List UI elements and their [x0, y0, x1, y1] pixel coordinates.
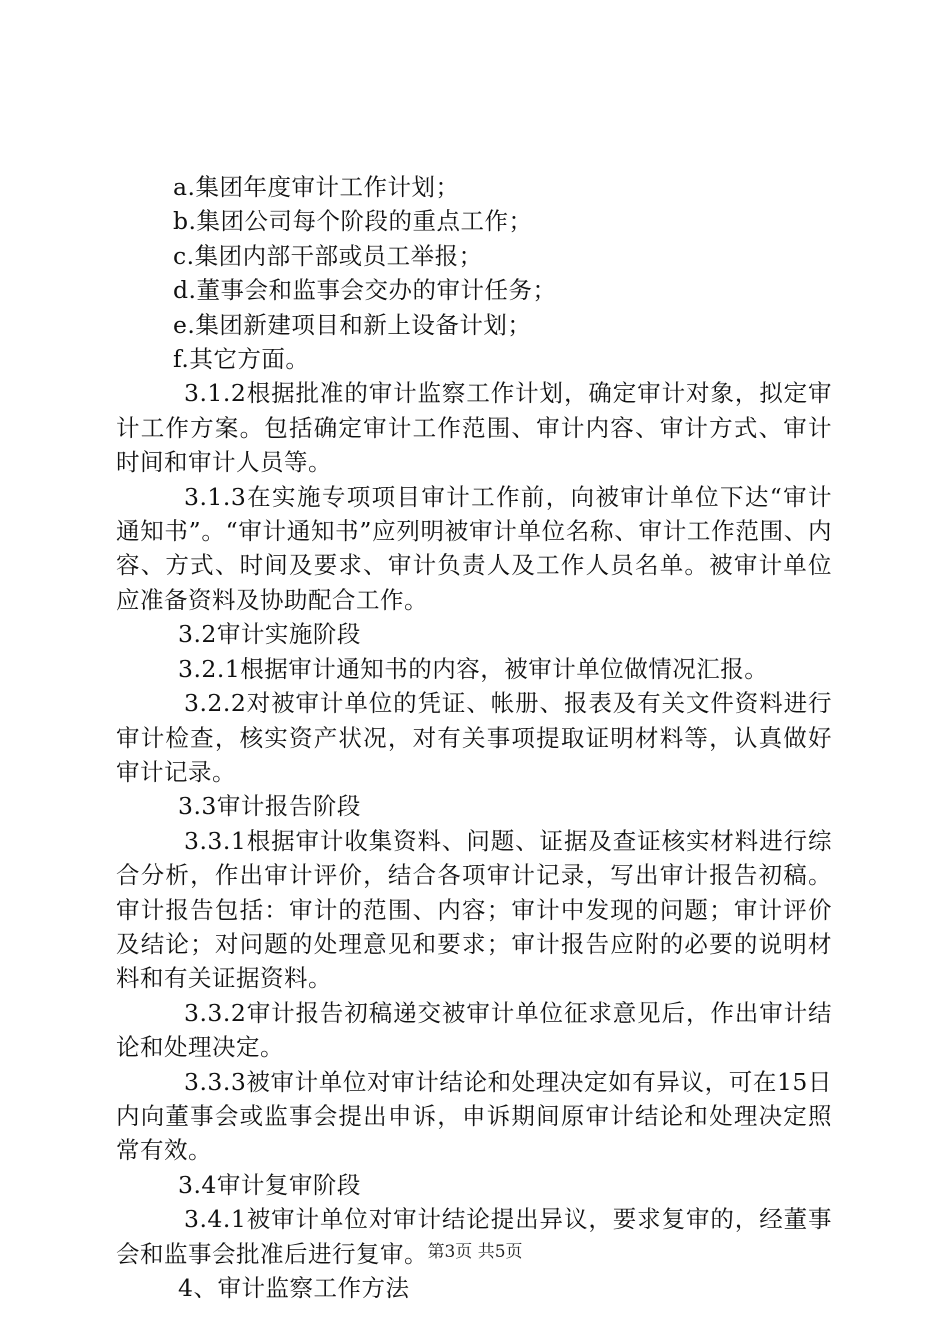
list-item-f: f.其它方面。 [173, 345, 310, 374]
section-heading-3-3: 3.3审计报告阶段 [178, 792, 361, 821]
list-item-c: c.集团内部干部或员工举报； [173, 241, 483, 270]
section-heading-4: 4、审计监察工作方法 [178, 1274, 410, 1302]
page-number-footer: 第3页 共5页 [427, 1242, 523, 1262]
list-item-e: e.集团新建项目和新上设备计划； [173, 310, 532, 339]
paragraph-3-4-1: 3.4.1被审计单位对审计结论提出异议，要求复审的，经董事会和监事会批准后进行复审。 [116, 1205, 832, 1268]
paragraph-3-1-3: 3.1.3在实施专项项目审计工作前，向被审计单位下达“审计通知书”。“审计通知书”应列明被审计单位名称、审计工作范围、内容、方式、时间及要求、审计负责人及工作人员名单。被审计单位应准备资料及协助配合工作。 [116, 482, 832, 614]
list-item-d: d.董事会和监事会交办的审计任务； [173, 276, 557, 305]
section-heading-3-4: 3.4审计复审阶段 [178, 1170, 361, 1199]
paragraph-3-3-3: 3.3.3被审计单位对审计结论和处理决定如有异议，可在15日内向董事会或监事会提出申诉，申诉期间原审计结论和处理决定照常有效。 [116, 1067, 832, 1165]
paragraph-3-3-2: 3.3.2审计报告初稿递交被审计单位征求意见后，作出审计结论和处理决定。 [116, 998, 832, 1062]
section-heading-3-2: 3.2审计实施阶段 [178, 620, 361, 649]
document-body [116, 170, 832, 1305]
list-item-a: a.集团年度审计工作计划； [173, 173, 460, 201]
paragraph-3-2-2: 3.2.2对被审计单位的凭证、帐册、报表及有关文件资料进行审计检查，核实资产状况，对有关事项提取证明材料等，认真做好审计记录。 [116, 689, 832, 786]
paragraph-3-1-2: 3.1.2根据批准的审计监察工作计划，确定审计对象，拟定审计工作方案。包括确定审计工作范围、审计内容、审计方式、审计时间和审计人员等。 [116, 379, 832, 477]
list-item-b: b.集团公司每个阶段的重点工作； [173, 207, 533, 236]
paragraph-3-2-1: 3.2.1根据审计通知书的内容，被审计单位做情况汇报。 [178, 654, 769, 683]
paragraph-3-3-1: 3.3.1根据审计收集资料、问题、证据及查证核实材料进行综合分析，作出审计评价，结合各项审计记录，写出审计报告初稿。审计报告包括：审计的范围、内容；审计中发现的问题；审计评价及结论；对问题的处理意见和要求；审计报告应附的必要的说明材料和有关证据资料。 [116, 826, 832, 993]
